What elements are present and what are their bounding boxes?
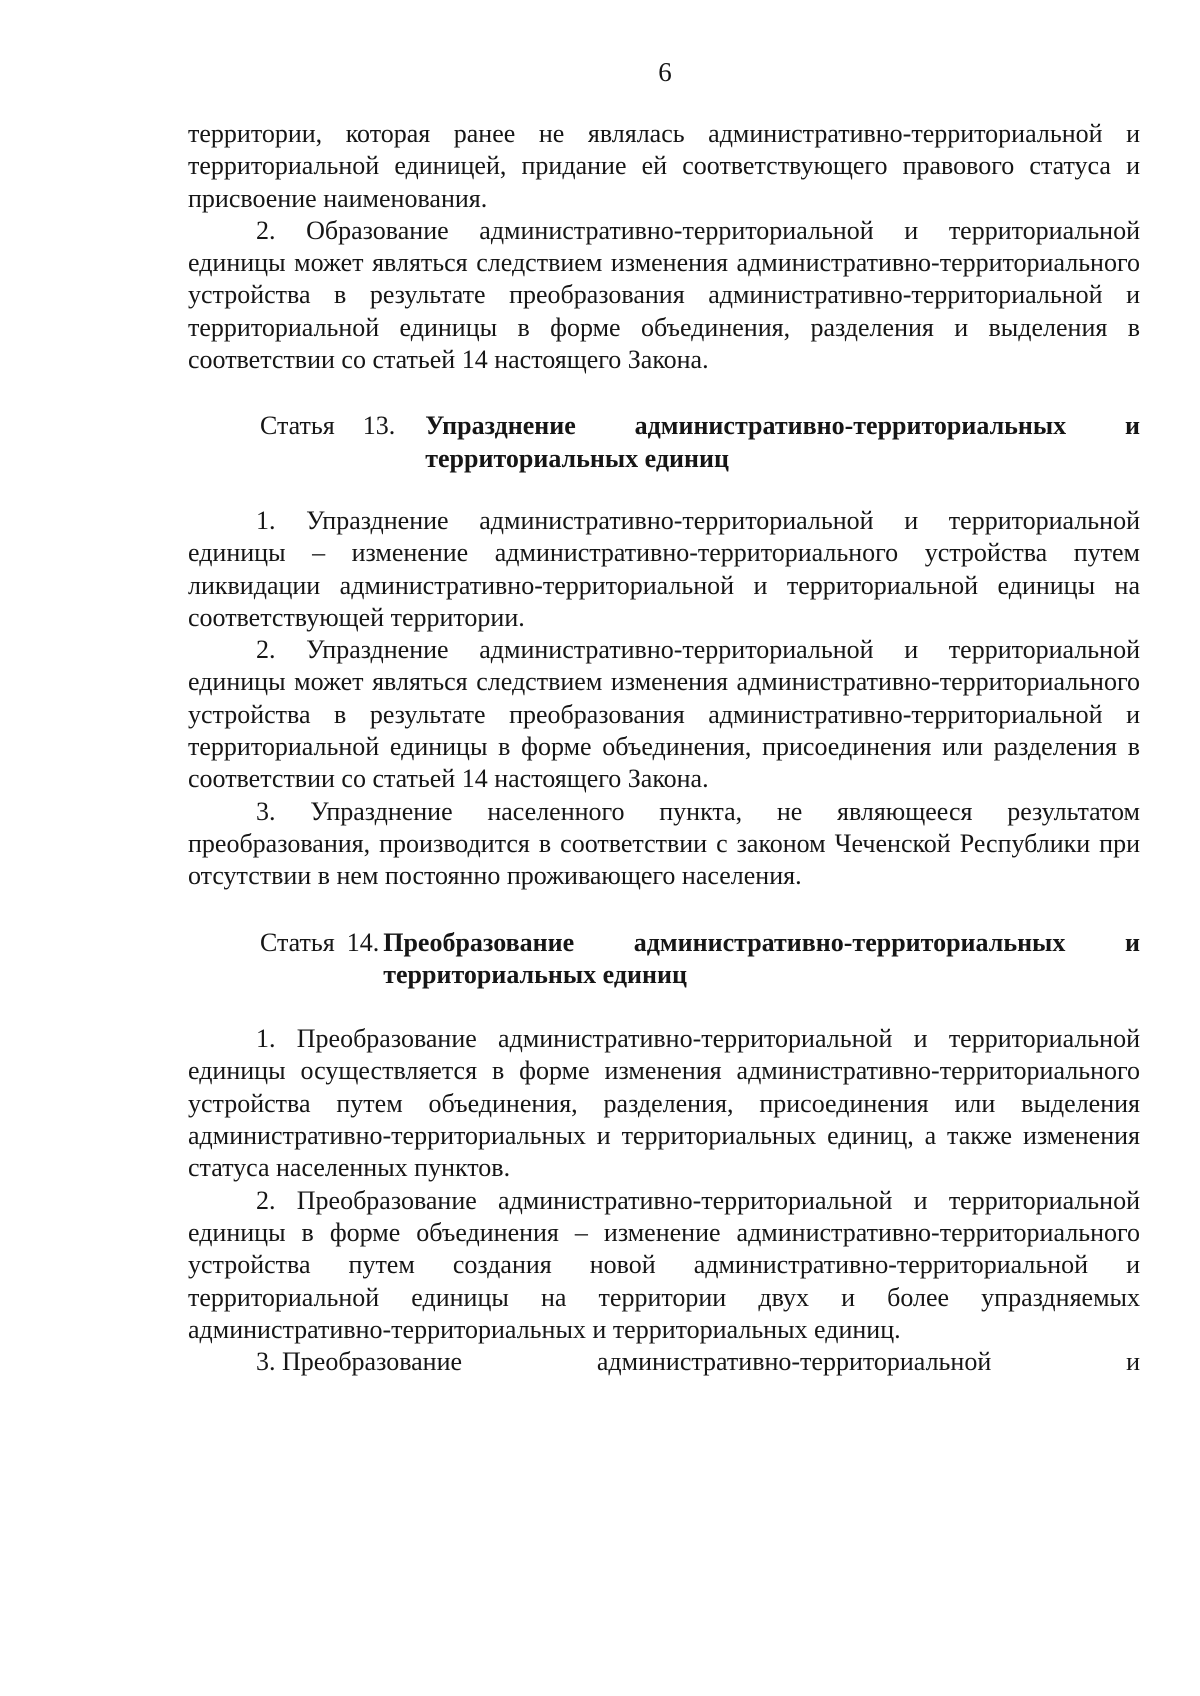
- article-14-paragraph-3-start: [188, 1346, 1140, 1378]
- article-label: Статья: [260, 411, 335, 441]
- trailing-text-1: 3. Преобразование: [256, 1347, 463, 1377]
- document-body: [188, 118, 1140, 1378]
- article-13-paragraph-3: 3. Упразднение населенного пункта, не являющееся результатом преобразования, производится в соответствии с законом Чеченской Республики при отсутствии в нем постоянно проживающего населения.: [188, 796, 1140, 891]
- intro-paragraph-1: территории, которая ранее не являлась административно-территориальной и территориальной единицей, придание ей соответствующего правового статуса и присвоение наименования.: [188, 119, 1140, 213]
- intro-paragraph-2: 2. Образование административно-территориальной и территориальной единицы может являться следствием изменения административно-территориального устройства в результате преобразования административно-территориальной и территориальной единицы в форме объединения, разделения и выделения в соответствии со статьей 14 настоящего Закона.: [188, 215, 1140, 375]
- article-13-paragraph-1: 1. Упразднение административно-территориальной и территориальной единицы – изменение административно-территориального устройства путем ликвидации административно-территориальной и территориальной единицы на соответствующей территории.: [188, 505, 1140, 632]
- article-number: 14.: [346, 927, 380, 957]
- trailing-text-3: и: [1126, 1347, 1140, 1377]
- article-title: Упразднение административно-территориальных и территориальных единиц: [425, 411, 1140, 473]
- article-13-paragraph-2: 2. Упразднение административно-территориальной и территориальной единицы может являться следствием изменения административно-территориального устройства в результате преобразования административно-территориальной и территориальной единицы в форме объединения, присоединения или разделения в соответствии со статьей 14 настоящего Закона.: [188, 635, 1140, 794]
- article-13-heading: [188, 410, 1140, 475]
- article-title: Преобразование административно-территориальных и территориальных единиц: [383, 927, 1140, 989]
- article-14-heading: [188, 927, 1140, 992]
- trailing-text-2: административно-территориальной: [596, 1347, 992, 1377]
- article-14-paragraph-2: 2. Преобразование административно-территориальной и территориальной единицы в форме объединения – изменение административно-территориального устройства путем создания новой административно-территориальной и территориальной единицы на территории двух и более упраздняемых административно-территориальных и территориальных единиц.: [188, 1185, 1140, 1344]
- article-14-paragraph-1: 1. Преобразование административно-территориальной и территориальной единицы осуществляется в форме изменения административно-территориального устройства путем объединения, разделения, присоединения или выделения административно-территориальных и территориальных единиц, а также изменения статуса населенных пунктов.: [188, 1024, 1140, 1183]
- article-number: 13.: [362, 411, 396, 441]
- article-label: Статья: [260, 927, 335, 957]
- page-number: 6: [658, 57, 672, 87]
